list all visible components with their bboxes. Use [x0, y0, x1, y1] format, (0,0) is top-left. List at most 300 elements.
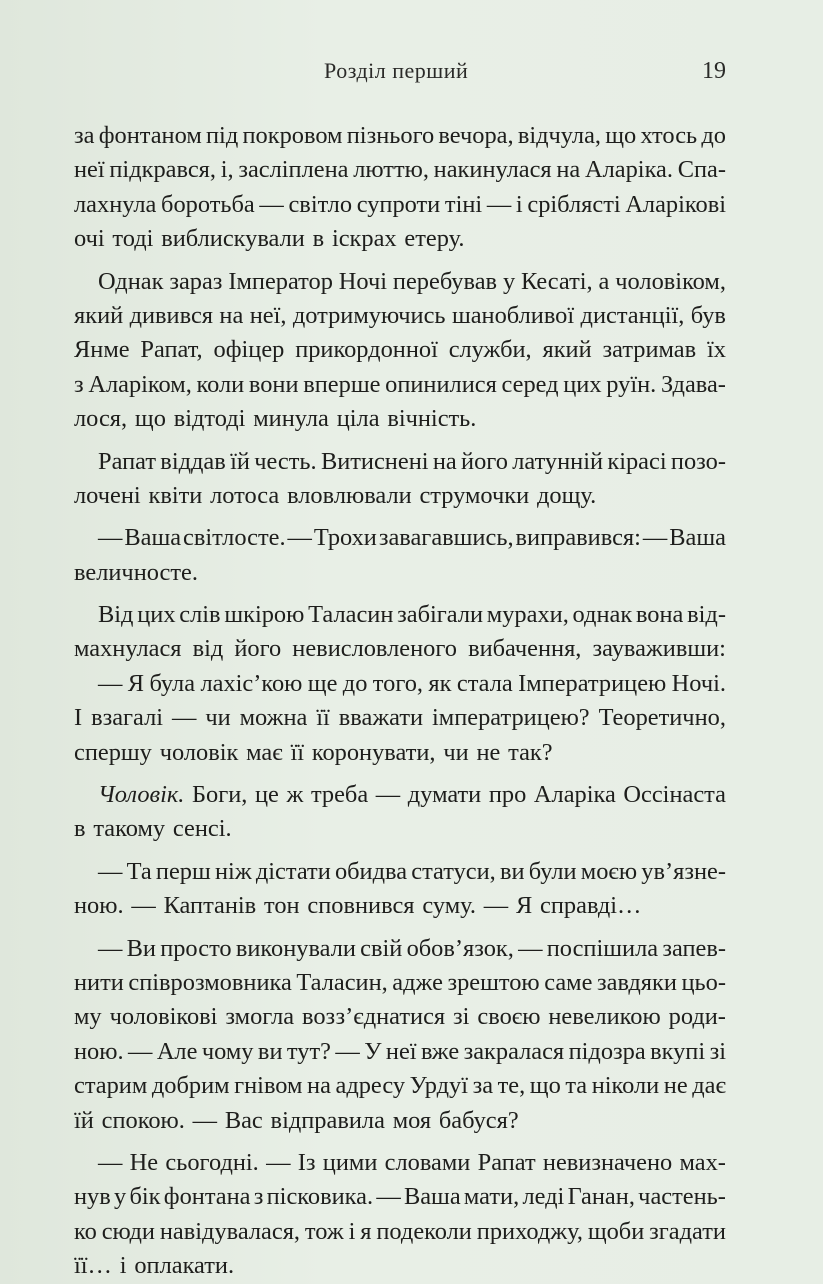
word: Ганан, — [567, 1183, 635, 1211]
word: Ваша — [124, 524, 182, 552]
word: треба — [310, 781, 369, 809]
text-line — [74, 855, 726, 889]
word: ви — [499, 857, 525, 885]
word: вловлювали — [287, 481, 412, 509]
word: його — [234, 635, 282, 663]
word: підкрався, — [109, 156, 217, 184]
text-line — [74, 521, 726, 555]
word: Витиснені — [320, 447, 429, 475]
word: світлосте. — [183, 524, 286, 552]
text-line — [74, 1104, 726, 1138]
word: Однак — [98, 267, 164, 295]
word: адже — [392, 968, 443, 996]
word: зараз — [169, 267, 223, 295]
word: Вас — [224, 1106, 263, 1134]
word: справді… — [540, 892, 642, 920]
word: відчула, — [517, 122, 602, 149]
word: І — [74, 704, 83, 732]
text-line — [74, 368, 726, 402]
body-text — [74, 119, 726, 1284]
word: сюди — [101, 1217, 155, 1245]
word: бік — [129, 1183, 161, 1211]
word: чоловік — [159, 738, 239, 766]
word: взагалі — [91, 704, 164, 732]
word: Таласин, — [296, 968, 388, 996]
word: на — [556, 156, 581, 184]
word: минула — [253, 405, 329, 433]
word: сьогодні. — [165, 1148, 259, 1176]
word: та — [565, 1072, 588, 1100]
word: однак — [572, 601, 633, 629]
word: ув’язне- — [641, 857, 726, 885]
word: пісковика. — [266, 1183, 374, 1211]
word: ніколи — [591, 1072, 660, 1100]
word: на — [432, 447, 457, 475]
word: сповнився — [307, 892, 415, 920]
word: частень- — [638, 1183, 726, 1211]
word: його — [461, 447, 508, 475]
word: і — [515, 190, 523, 218]
word: Таласин — [308, 601, 394, 629]
word: пізнього — [346, 122, 435, 149]
word: що — [134, 405, 166, 433]
word: невизначено — [542, 1148, 673, 1176]
word: Я — [515, 892, 533, 920]
word: від — [192, 635, 224, 663]
word: вкупі — [650, 1037, 706, 1065]
word: з — [74, 370, 84, 398]
word: латунній — [512, 447, 604, 475]
word: — — [518, 934, 543, 962]
word: змогла — [225, 1003, 295, 1031]
word: перебував — [392, 267, 498, 295]
word: Каптанів — [163, 892, 257, 920]
word: як — [428, 669, 452, 697]
word: дивився — [129, 301, 214, 329]
text-line — [74, 479, 726, 513]
word: — — [131, 892, 156, 920]
word: слів — [179, 601, 221, 629]
text-line — [74, 402, 726, 436]
word: старим — [74, 1072, 148, 1100]
word: оплакати. — [134, 1252, 235, 1280]
word: виблискували — [161, 225, 305, 253]
word: му — [74, 1003, 102, 1031]
word: те, — [497, 1072, 526, 1100]
word: махнулася — [74, 635, 182, 663]
word: добрим — [151, 1072, 230, 1100]
word: чому — [201, 1037, 254, 1065]
word: можна — [239, 704, 308, 732]
word: тіні — [444, 190, 483, 218]
word: Теоретично, — [598, 704, 726, 732]
word: ко — [74, 1217, 97, 1245]
word: так? — [508, 738, 553, 766]
word: Чоловік. — [98, 781, 185, 809]
word: під — [206, 122, 239, 149]
word: стала — [456, 669, 513, 697]
text-line — [74, 445, 726, 479]
text-line — [74, 701, 726, 735]
word: — — [171, 704, 197, 732]
word: дистанції, — [580, 301, 685, 329]
word: ніж — [214, 857, 252, 885]
text-line — [74, 265, 726, 299]
text-line — [74, 299, 726, 333]
text-line — [74, 598, 726, 632]
word: Ви — [126, 934, 156, 962]
word: роди- — [668, 1003, 726, 1031]
word: тож — [304, 1217, 344, 1245]
word: лахнула — [74, 190, 157, 218]
word: тон — [264, 892, 300, 920]
word: Кесаті, — [521, 267, 593, 295]
word: Здава- — [660, 370, 726, 398]
word: Аларіком, — [88, 370, 192, 398]
word: ною. — [74, 892, 124, 920]
word: статуси, — [411, 857, 496, 885]
word: Янме — [74, 336, 130, 364]
text-line — [74, 1035, 726, 1069]
word: лотоса — [210, 481, 280, 509]
word: Трохи — [313, 524, 377, 552]
word: гнівом — [234, 1072, 303, 1100]
word: а — [598, 267, 610, 295]
word: квіти — [148, 481, 203, 509]
text-line — [74, 778, 726, 812]
word: Урдуї — [409, 1072, 469, 1100]
word: зі — [453, 1003, 470, 1031]
word: сріблясті — [527, 190, 621, 218]
word: опинилися — [385, 370, 497, 398]
word: — — [259, 190, 284, 218]
word: підозра — [568, 1037, 646, 1065]
word: Оссінаста — [623, 781, 726, 809]
word: дає — [692, 1072, 726, 1100]
word: дістати — [255, 857, 331, 885]
word: — — [98, 669, 123, 697]
word: честь. — [254, 447, 317, 475]
word: в — [312, 225, 325, 253]
word: кірасі — [607, 447, 667, 475]
text-line — [74, 222, 726, 256]
word: цьо- — [681, 968, 726, 996]
word: зрештою — [447, 968, 540, 996]
word: руїн. — [606, 370, 657, 398]
text-line — [74, 1146, 726, 1180]
word: виправився: — [515, 524, 641, 552]
word: забігали — [397, 601, 484, 629]
word: вибачення, — [468, 635, 582, 663]
word: що — [529, 1072, 561, 1100]
word: накинулася — [433, 156, 552, 184]
word: сенсі. — [172, 815, 232, 843]
word: співрозмовника — [128, 968, 292, 996]
word: бабуся? — [438, 1106, 519, 1134]
word: Від — [98, 601, 134, 629]
word: — — [287, 524, 312, 552]
word: коронувати, — [311, 738, 436, 766]
word: леді — [522, 1183, 565, 1211]
word: супроти — [356, 190, 441, 218]
text-line — [74, 812, 726, 846]
word: спокою. — [101, 1106, 185, 1134]
word: імператрицею? — [432, 704, 590, 732]
word: Боги, — [192, 781, 248, 809]
word: вона — [635, 601, 684, 629]
word: тут? — [286, 1037, 331, 1065]
word: її — [290, 738, 305, 766]
word: їх — [706, 336, 726, 364]
text-line — [74, 153, 726, 187]
word: — — [98, 1148, 123, 1176]
word: словами — [384, 1148, 471, 1176]
word: затримав — [602, 336, 697, 364]
word: такому — [93, 815, 166, 843]
word: не — [663, 1072, 688, 1100]
word: прикордонної — [295, 336, 438, 364]
word: що — [605, 122, 637, 149]
word: Рапат — [98, 447, 156, 475]
word: її… — [74, 1252, 112, 1280]
word: обов’язок, — [406, 934, 514, 962]
text-line — [74, 119, 726, 153]
word: серед — [501, 370, 559, 398]
word: вже — [420, 1037, 460, 1065]
word: і — [348, 1217, 356, 1245]
word: Ваша — [669, 524, 726, 552]
text-line — [74, 556, 726, 590]
word: засліплена — [238, 156, 349, 184]
text-line — [74, 1000, 726, 1034]
text-line — [74, 188, 726, 222]
word: шкірою — [224, 601, 305, 629]
word: були — [528, 857, 577, 885]
word: згадати — [649, 1217, 726, 1245]
word: своєю — [477, 1003, 541, 1031]
word: до — [342, 669, 368, 697]
word: Та — [126, 857, 152, 885]
word: до — [701, 122, 726, 149]
word: запев- — [662, 934, 726, 962]
word: Рапат, — [140, 336, 203, 364]
word: ж — [286, 781, 304, 809]
word: суму. — [422, 892, 476, 920]
word: свій — [360, 934, 403, 962]
word: на — [219, 301, 244, 329]
text-line — [74, 667, 726, 701]
word: її — [316, 704, 330, 732]
word: величносте. — [74, 558, 198, 586]
word: очі — [74, 225, 105, 253]
word: лочені — [74, 481, 141, 509]
word: — — [375, 781, 401, 809]
word: вечора, — [438, 122, 514, 149]
word: і, — [220, 156, 234, 184]
word: офіцер — [213, 336, 285, 364]
word: цими — [322, 1148, 378, 1176]
word: нити — [74, 968, 124, 996]
word: позо- — [670, 447, 726, 475]
word: який — [542, 336, 592, 364]
word: тоді — [112, 225, 154, 253]
word: ціла — [336, 405, 380, 433]
word: спершу — [74, 738, 152, 766]
word: відправила — [270, 1106, 385, 1134]
word: саме — [544, 968, 593, 996]
word: світло — [288, 190, 353, 218]
word: — — [98, 934, 123, 962]
word: приходжу, — [476, 1217, 583, 1245]
word: мурахи, — [486, 601, 569, 629]
text-line — [74, 632, 726, 666]
word: думати — [407, 781, 482, 809]
word: щоби — [587, 1217, 645, 1245]
text-line — [74, 966, 726, 1000]
word: Спа- — [677, 156, 726, 184]
word: поспішила — [546, 934, 659, 962]
word: ви — [257, 1037, 283, 1065]
text-line — [74, 932, 726, 966]
word: Аларікові — [625, 190, 726, 218]
word: має — [246, 738, 283, 766]
word: моя — [392, 1106, 432, 1134]
word: вперше — [303, 370, 381, 398]
running-head — [74, 58, 726, 88]
word: лахіс’кою — [200, 669, 303, 697]
word: покровом — [242, 122, 343, 149]
text-line — [74, 333, 726, 367]
word: у — [502, 267, 516, 295]
word: перш — [155, 857, 211, 885]
word: боротьба — [161, 190, 255, 218]
word: — — [335, 1037, 360, 1065]
word: віддав — [160, 447, 226, 475]
word: лося, — [74, 405, 128, 433]
word: У — [364, 1037, 382, 1065]
word: етеру. — [404, 225, 465, 253]
word: неї — [74, 156, 105, 184]
word: чоловікові — [109, 1003, 218, 1031]
word: виконували — [235, 934, 356, 962]
text-line — [74, 889, 726, 923]
word: чи — [205, 704, 231, 732]
word: іскрах — [331, 225, 397, 253]
word: закралася — [463, 1037, 565, 1065]
word: того, — [372, 669, 424, 697]
word: невеликою — [548, 1003, 661, 1031]
word: в — [74, 815, 86, 843]
word: люттю, — [353, 156, 429, 184]
word: — — [376, 1183, 401, 1211]
word: була — [149, 669, 196, 697]
text-line — [74, 1180, 726, 1214]
word: Ночі. — [671, 669, 726, 697]
word: за — [74, 122, 95, 149]
word: відтоді — [173, 405, 246, 433]
word: ще — [307, 669, 338, 697]
word: — — [98, 857, 123, 885]
word: неї — [385, 1037, 417, 1065]
word: Але — [156, 1037, 198, 1065]
text-line — [74, 1069, 726, 1103]
chapter-title: Розділ перший — [324, 58, 469, 83]
word: який — [74, 301, 124, 329]
word: обидва — [334, 857, 408, 885]
word: — — [128, 1037, 153, 1065]
word: не — [476, 738, 501, 766]
word: навідувалася, — [159, 1217, 301, 1245]
word: на — [307, 1072, 331, 1100]
word: — — [98, 524, 123, 552]
word: моєю — [580, 857, 638, 885]
word: завагавшись, — [378, 524, 514, 552]
word: у — [114, 1183, 127, 1211]
word: цих — [563, 370, 602, 398]
word: — — [642, 524, 668, 552]
word: неї, — [249, 301, 287, 329]
word: невисловленого — [292, 635, 457, 663]
word: Імператрицею — [518, 669, 667, 697]
word: за — [472, 1072, 494, 1100]
word: був — [690, 301, 726, 329]
word: мах- — [679, 1148, 726, 1176]
word: ною. — [74, 1037, 124, 1065]
word: від- — [687, 601, 726, 629]
word: Ночі — [338, 267, 388, 295]
word: чи — [443, 738, 469, 766]
word: фонтана — [163, 1183, 251, 1211]
word: я — [360, 1217, 372, 1245]
word: дотримуючись — [292, 301, 446, 329]
word: зі — [709, 1037, 726, 1065]
word: цих — [137, 601, 176, 629]
word: вічність. — [387, 405, 477, 433]
word: струмочки — [419, 481, 530, 509]
word: завдяки — [597, 968, 677, 996]
word: просто — [160, 934, 232, 962]
word: адресу — [335, 1072, 406, 1100]
word: Аларіка. — [584, 156, 673, 184]
word: Не — [129, 1148, 159, 1176]
word: коли — [196, 370, 245, 398]
word: нув — [74, 1183, 111, 1211]
word: дощу. — [536, 481, 597, 509]
word: Рапат — [477, 1148, 536, 1176]
word: зауваживши: — [592, 635, 726, 663]
word: їй — [74, 1106, 94, 1134]
page-number: 19 — [702, 58, 726, 84]
word: і — [119, 1252, 127, 1280]
word: Я — [127, 669, 145, 697]
word: Із — [297, 1148, 316, 1176]
word: хтось — [640, 122, 698, 149]
word: це — [254, 781, 279, 809]
word: вважати — [338, 704, 424, 732]
text-line — [74, 736, 726, 770]
word: подеколи — [376, 1217, 472, 1245]
word: возз’єднатися — [302, 1003, 446, 1031]
word: з — [253, 1183, 264, 1211]
word: — — [266, 1148, 291, 1176]
word: їй — [230, 447, 250, 475]
word: — — [483, 892, 509, 920]
word: — — [486, 190, 512, 218]
text-line — [74, 1215, 726, 1249]
word: мати, — [463, 1183, 520, 1211]
word: — — [192, 1106, 218, 1134]
word: про — [488, 781, 527, 809]
